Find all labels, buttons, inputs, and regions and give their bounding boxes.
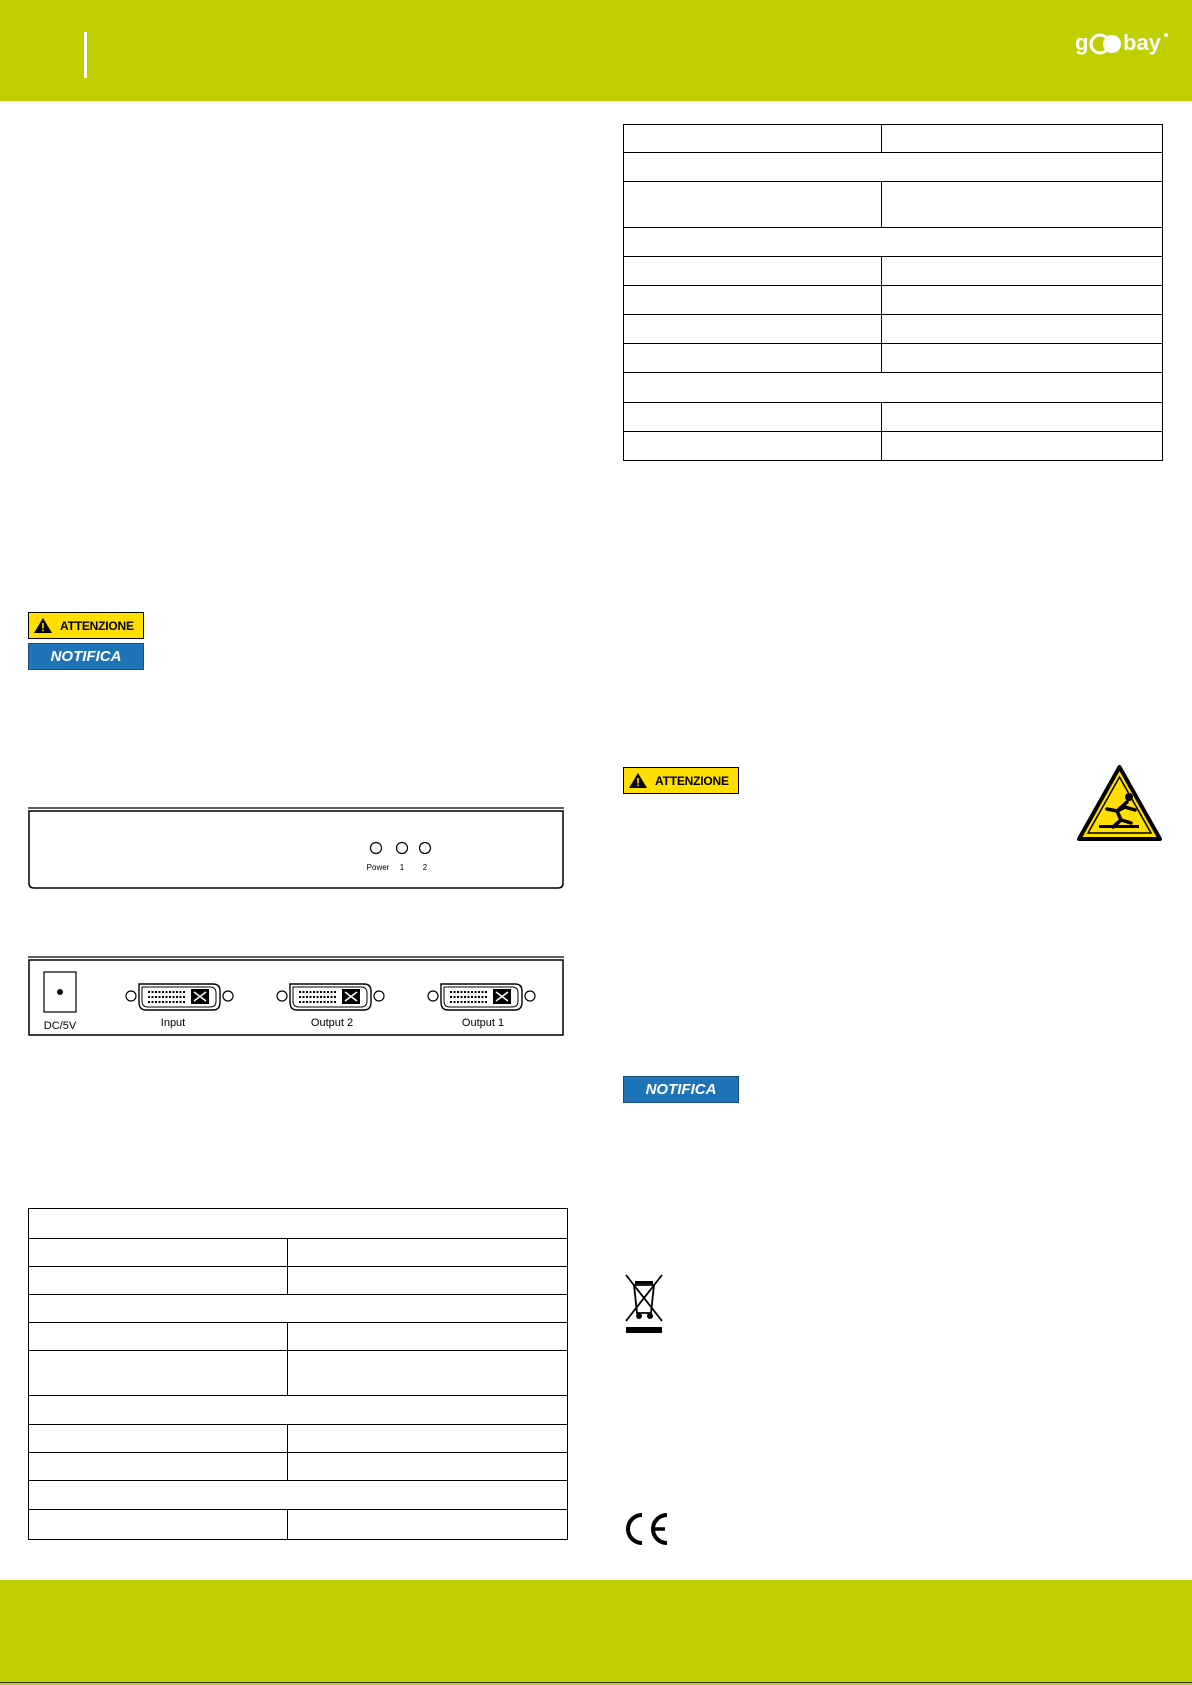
svg-text:g: g [1075,30,1089,55]
warning-triangle-icon [33,617,53,634]
brand-logo [1075,24,1170,64]
svg-text:bay: bay [1123,30,1161,55]
table-row [29,1239,568,1267]
table-row [29,1295,568,1323]
port-label-input: Input [160,1017,186,1029]
crossed-out-wheelie-bin-icon [624,1273,664,1335]
table-row [624,153,1163,182]
port-label-output-2: Output 2 [310,1017,354,1029]
warning-triangle-icon [628,772,648,789]
led-label-1: 1 [399,863,405,872]
table-row [29,1351,568,1396]
table-row [29,1209,568,1239]
notifica-label-right: NOTIFICA [645,1081,717,1098]
header-band [0,0,1192,101]
dvi-port-output-2 [277,984,384,1010]
attenzione-label: ATTENZIONE [60,618,134,633]
table-row [29,1396,568,1425]
notifica-badge-right [623,1076,739,1103]
table-row [624,286,1163,315]
spec-table-left [28,1208,568,1540]
trip-hazard-icon [1077,765,1162,841]
notifica-label: NOTIFICA [50,648,122,665]
table-row [29,1425,568,1453]
table-row [624,344,1163,373]
table-row [624,228,1163,257]
attenzione-badge-right [623,767,739,794]
table-row [29,1481,568,1510]
port-label-output-1: Output 1 [461,1017,505,1029]
table-row [624,257,1163,286]
attenzione-badge [28,612,144,639]
led-label-power: Power [366,863,390,872]
table-row [29,1453,568,1481]
footer-band [0,1580,1192,1685]
attenzione-label-right: ATTENZIONE [655,773,729,788]
table-row [624,125,1163,153]
table-row [624,182,1163,228]
table-row [29,1267,568,1295]
dvi-port-input [126,984,233,1010]
dvi-port-output-1 [428,984,535,1010]
table-row [624,315,1163,344]
front-panel-drawing [28,807,564,890]
notifica-badge [28,643,144,670]
table-row [29,1510,568,1540]
rear-panel-drawing [28,956,564,1037]
table-row [29,1323,568,1351]
table-row [624,373,1163,403]
header-divider [84,32,87,78]
ce-mark-icon [622,1512,670,1546]
table-row [624,403,1163,432]
table-row [624,432,1163,461]
led-label-2: 2 [422,863,428,872]
spec-table-right [623,124,1163,461]
port-label-dc: DC/5V [43,1020,77,1032]
footer-edge-rule [0,1682,1192,1683]
